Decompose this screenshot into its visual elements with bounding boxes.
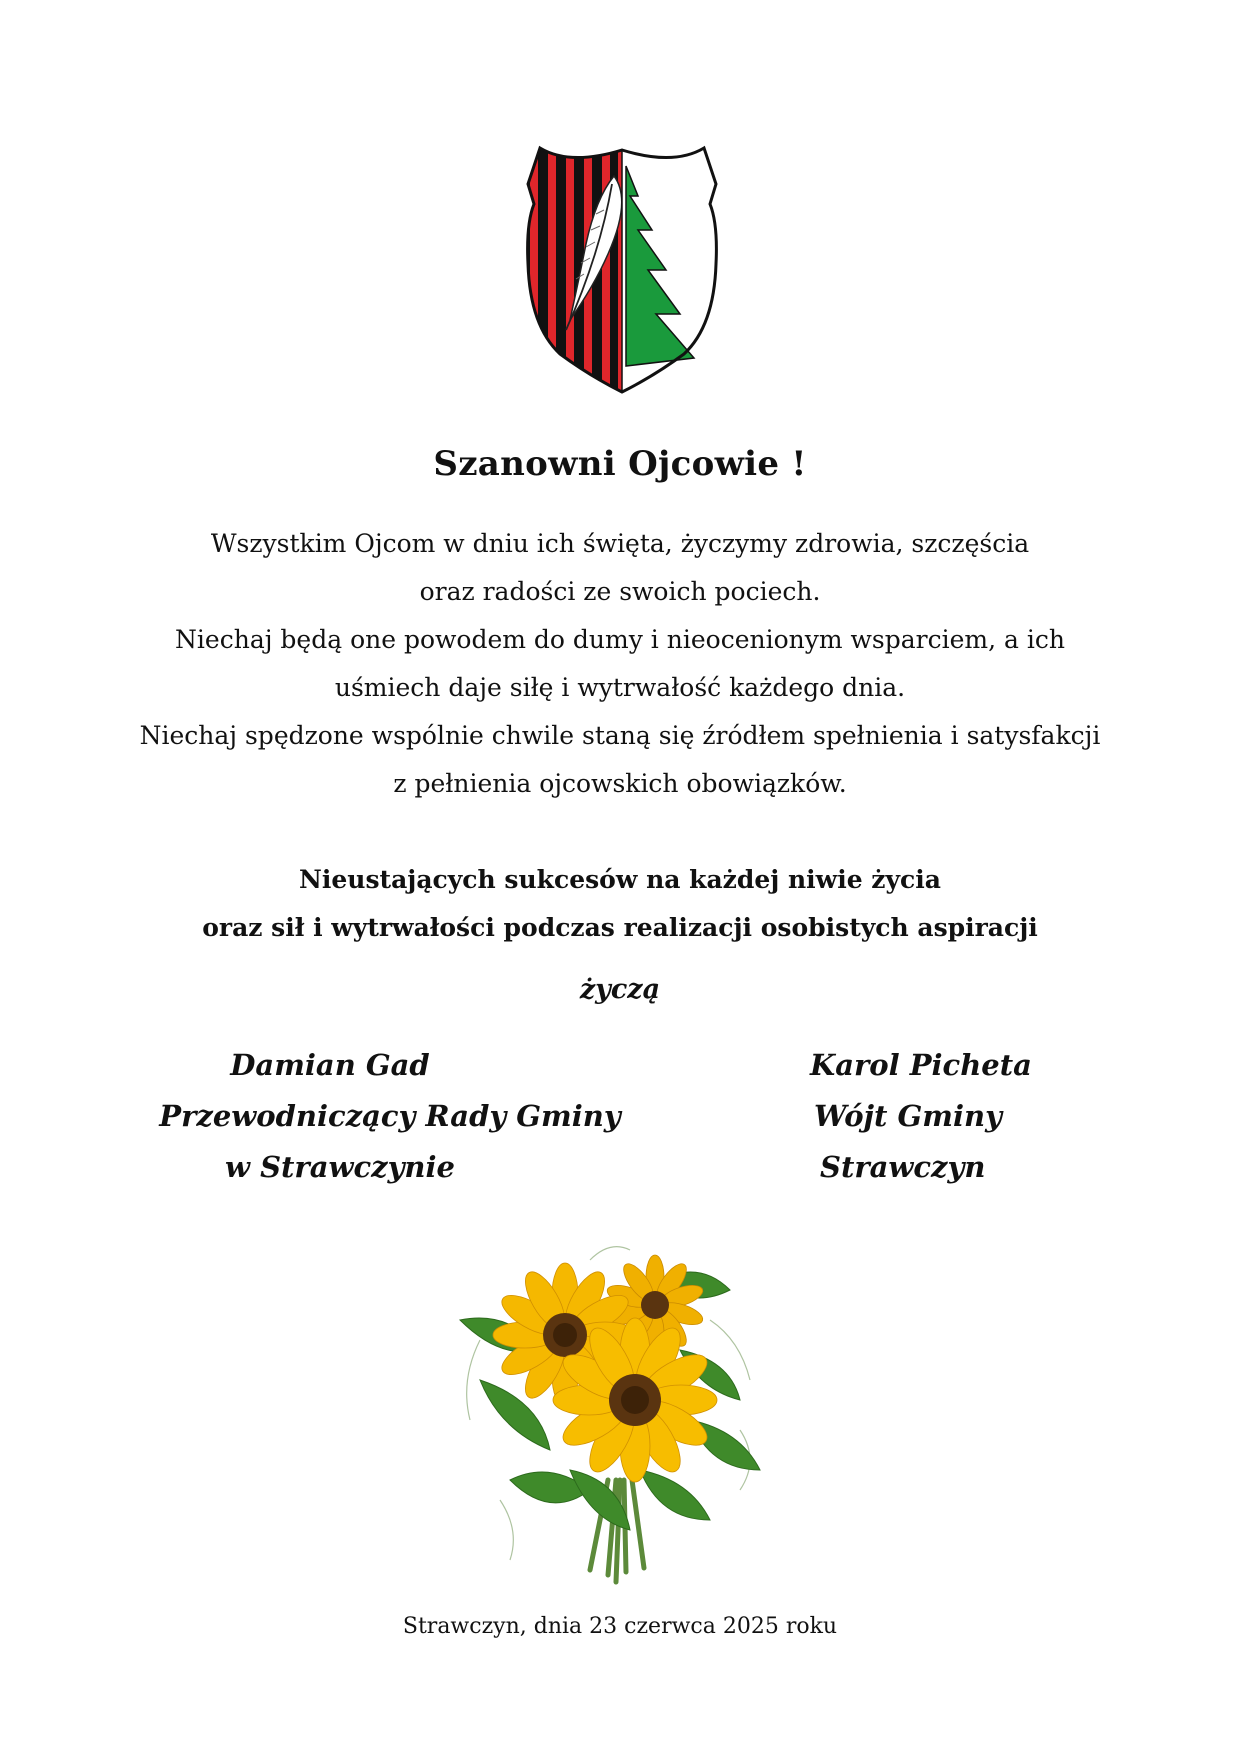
letter-title: Szanowni Ojcowie !	[433, 444, 807, 484]
wishes-line: Nieustających sukcesów na każdej niwie życia	[299, 865, 941, 894]
signature-right	[780, 1040, 1040, 1193]
signatory-name: Karol Picheta	[810, 1048, 1032, 1082]
signatory-role: Przewodniczący Rady Gminy	[159, 1099, 621, 1133]
signatory-place: w Strawczynie	[225, 1150, 455, 1184]
paragraph-line: Niechaj spędzone wspólnie chwile staną się źródłem spełnienia i satysfakcji	[139, 721, 1101, 750]
wishes-line: oraz sił i wytrwałości podczas realizacji osobistych aspiracji	[202, 913, 1038, 942]
wishes-block	[120, 856, 1120, 952]
paragraph-line: z pełnienia ojcowskich obowiązków.	[393, 769, 847, 798]
signatory-name: Damian Gad	[230, 1048, 430, 1082]
greeting-paragraph	[120, 520, 1120, 808]
signatory-place: Strawczyn	[820, 1150, 986, 1184]
signature-left	[150, 1040, 630, 1193]
sunflower-bouquet-image	[440, 1230, 800, 1590]
zycza-label: życzą	[579, 974, 661, 1005]
paragraph-line: oraz radości ze swoich pociech.	[419, 577, 821, 606]
signatory-role: Wójt Gminy	[814, 1099, 1002, 1133]
paragraph-line: Wszystkim Ojcom w dniu ich święta, życzymy zdrowia, szczęścia	[210, 529, 1030, 558]
coat-of-arms-crest	[520, 144, 724, 400]
paragraph-line: Niechaj będą one powodem do dumy i nieocenionym wsparciem, a ich	[175, 625, 1065, 654]
date-line: Strawczyn, dnia 23 czerwca 2025 roku	[402, 1614, 838, 1639]
paragraph-line: uśmiech daje siłę i wytrwałość każdego dnia.	[334, 673, 906, 702]
